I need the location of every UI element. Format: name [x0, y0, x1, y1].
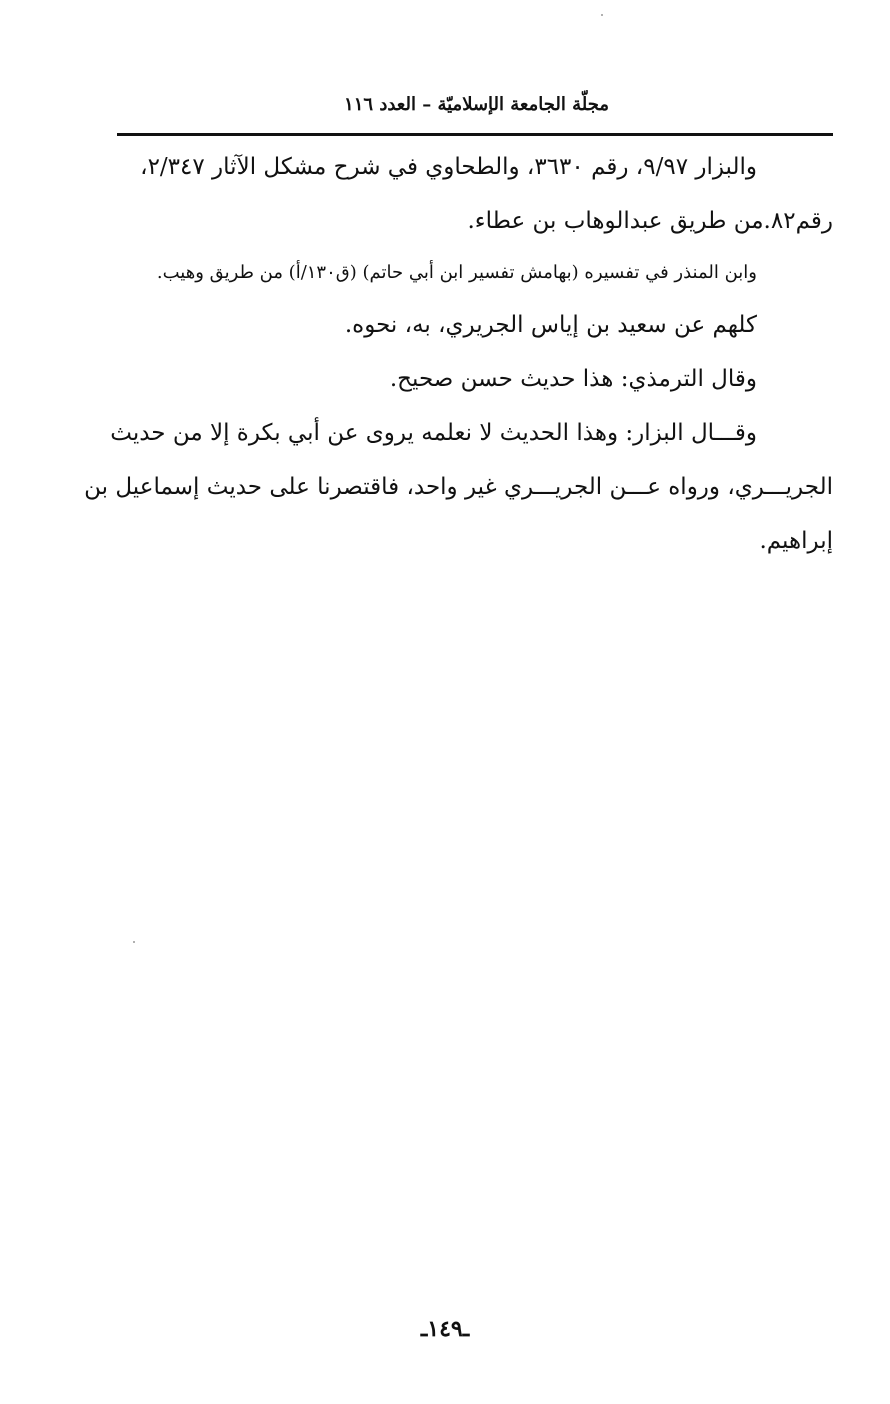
text-line-2: رقم٨٢.من طريق عبدالوهاب بن عطاء. [467, 208, 833, 234]
scan-speck [133, 941, 135, 943]
text-line-3: وابن المنذر في تفسيره (بهامش تفسير ابن أبي حاتم) (ق١٣٠/أ) من طريق وهيب. [156, 262, 757, 283]
page-number: ـ١٤٩ـ [420, 1316, 470, 1342]
running-header: مجلّة الجامعة الإسلاميّة – العدد ١١٦ [344, 94, 609, 115]
text-line-4: كلهم عن سعيد بن إياس الجريري، به، نحوه. [344, 312, 757, 338]
text-line-1: والبزار ٩/٩٧، رقم ٣٦٣٠، والطحاوي في شرح مشكل الآثار ٢/٣٤٧، [140, 154, 757, 180]
text-line-8: إبراهيم. [759, 528, 833, 554]
text-line-6: وقـــال البزار: وهذا الحديث لا نعلمه يروى عن أبي بكرة إلا من حديث [110, 420, 757, 446]
text-line-7: الجريـــري، ورواه عـــن الجريـــري غير واحد، فاقتصرنا على حديث إسماعيل بن [84, 474, 833, 500]
header-rule [117, 133, 833, 136]
text-line-5: وقال الترمذي: هذا حديث حسن صحيح. [389, 366, 757, 392]
scan-speck [601, 14, 603, 16]
main-text [84, 140, 833, 568]
